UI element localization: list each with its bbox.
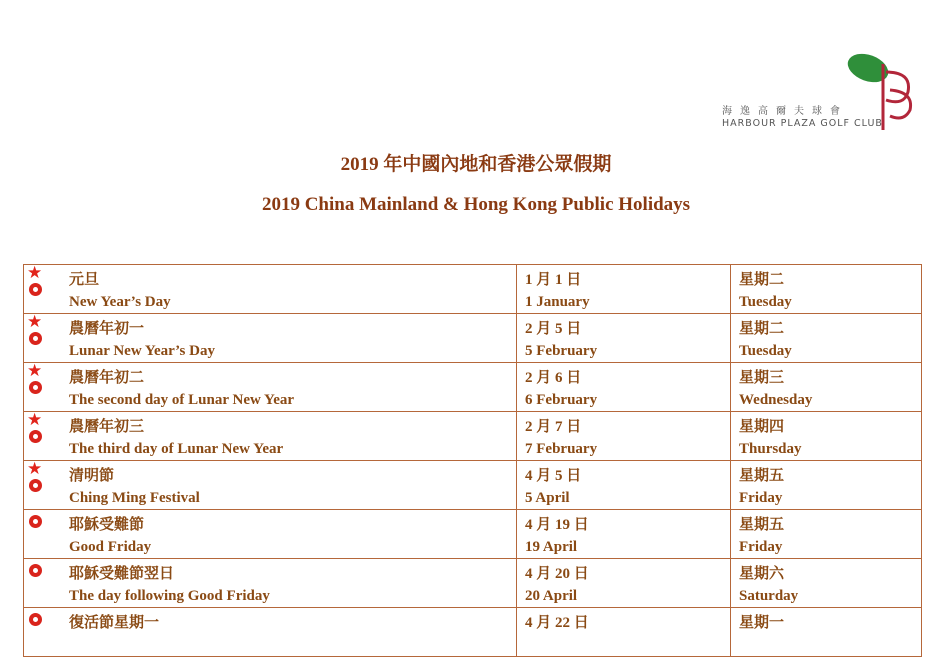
holiday-name-en: The second day of Lunar New Year [69, 392, 295, 408]
club-logo [722, 50, 922, 132]
holiday-markers [27, 511, 45, 528]
holiday-markers [27, 312, 45, 345]
holiday-weekday-cn: 星期一 [739, 615, 785, 631]
holiday-weekday-en: Wednesday [739, 392, 813, 408]
holiday-name-cn: 元旦 [69, 272, 100, 288]
holiday-weekday-cell [731, 461, 922, 510]
holiday-name-en: New Year’s Day [69, 294, 171, 310]
holiday-name-cell [24, 412, 517, 461]
holiday-name-cn: 清明節 [69, 468, 115, 484]
mainland-holiday-star-icon: ★ [27, 459, 43, 479]
holiday-weekday-cell [731, 608, 922, 657]
holiday-name-en: Lunar New Year’s Day [69, 343, 215, 359]
holiday-date-cell [517, 510, 731, 559]
holiday-name-en: Good Friday [69, 539, 152, 555]
holiday-name-cn: 復活節星期一 [69, 615, 160, 631]
holiday-name-en: The day following Good Friday [69, 588, 270, 604]
holiday-weekday-en: Tuesday [739, 294, 792, 310]
holiday-date-cell [517, 265, 731, 314]
table-row [24, 314, 922, 363]
holiday-weekday-cell [731, 412, 922, 461]
holiday-name-cn: 耶穌受難節翌日 [69, 566, 175, 582]
holiday-date-cn: 2 月 5 日 [525, 321, 582, 337]
holiday-date-en: 19 April [525, 539, 578, 555]
holiday-markers [27, 560, 45, 577]
holiday-date-cell [517, 461, 731, 510]
hk-holiday-bauhinia-icon [29, 515, 42, 528]
holiday-markers [27, 263, 45, 296]
holiday-markers [27, 361, 45, 394]
holiday-weekday-cn: 星期四 [739, 419, 785, 435]
holiday-date-cn: 1 月 1 日 [525, 272, 582, 288]
holiday-weekday-cn: 星期三 [739, 370, 785, 386]
holiday-weekday-en [731, 632, 921, 637]
holiday-name-en: Ching Ming Festival [69, 490, 200, 506]
holiday-date-cn: 2 月 6 日 [525, 370, 582, 386]
holiday-markers [27, 609, 45, 626]
holiday-name-cell [24, 363, 517, 412]
holiday-weekday-cell [731, 510, 922, 559]
holiday-weekday-cn: 星期五 [739, 517, 785, 533]
logo-english-name: HARBOUR PLAZA GOLF CLUB [722, 118, 883, 129]
holiday-date-cn: 4 月 19 日 [525, 517, 589, 533]
holiday-weekday-cell [731, 363, 922, 412]
logo-chinese-name: 海逸高爾夫球會 [722, 106, 848, 117]
holiday-name-en: The third day of Lunar New Year [69, 441, 284, 457]
hk-holiday-bauhinia-icon [29, 564, 42, 577]
holiday-name-cn: 耶穌受難節 [69, 517, 145, 533]
table-row [24, 412, 922, 461]
holiday-date-en: 1 January [525, 294, 590, 310]
holiday-weekday-cn: 星期五 [739, 468, 785, 484]
holiday-date-cn: 4 月 22 日 [525, 615, 589, 631]
holiday-date-cn: 2 月 7 日 [525, 419, 582, 435]
holiday-weekday-cn: 星期六 [739, 566, 785, 582]
table-row [24, 461, 922, 510]
holiday-weekday-cell [731, 265, 922, 314]
holiday-date-cell [517, 608, 731, 657]
holiday-date-en: 7 February [525, 441, 598, 457]
hk-holiday-bauhinia-icon [29, 613, 42, 626]
holiday-date-en: 20 April [525, 588, 578, 604]
holiday-weekday-en: Saturday [739, 588, 799, 604]
holiday-date-cn: 4 月 5 日 [525, 468, 582, 484]
table-row [24, 510, 922, 559]
holiday-table [23, 264, 922, 657]
holiday-weekday-cell [731, 559, 922, 608]
holiday-weekday-cn: 星期二 [739, 321, 785, 337]
table-row [24, 363, 922, 412]
holiday-name-cell [24, 510, 517, 559]
holiday-name-en [24, 632, 516, 637]
hk-holiday-bauhinia-icon [29, 430, 42, 443]
mainland-holiday-star-icon: ★ [27, 263, 43, 283]
holiday-date-cn: 4 月 20 日 [525, 566, 589, 582]
holiday-name-cn: 農曆年初二 [69, 370, 145, 386]
holiday-weekday-en: Thursday [739, 441, 802, 457]
mainland-holiday-star-icon: ★ [27, 312, 43, 332]
table-row [24, 265, 922, 314]
holiday-markers [27, 410, 45, 443]
hk-holiday-bauhinia-icon [29, 381, 42, 394]
mainland-holiday-star-icon: ★ [27, 361, 43, 381]
holiday-name-cn: 農曆年初三 [69, 419, 145, 435]
holiday-weekday-en: Friday [739, 539, 783, 555]
holiday-name-cell [24, 314, 517, 363]
hk-holiday-bauhinia-icon [29, 332, 42, 345]
holiday-markers [27, 459, 45, 492]
hk-holiday-bauhinia-icon [29, 479, 42, 492]
holiday-date-en: 5 April [525, 490, 570, 506]
page-title-english: 2019 China Mainland & Hong Kong Public Holidays [261, 194, 691, 215]
holiday-weekday-en: Friday [739, 490, 783, 506]
holiday-name-cell [24, 265, 517, 314]
holiday-weekday-cell [731, 314, 922, 363]
mainland-holiday-star-icon: ★ [27, 410, 43, 430]
holiday-name-cell [24, 461, 517, 510]
holiday-weekday-cn: 星期二 [739, 272, 785, 288]
holiday-date-en: 5 February [525, 343, 598, 359]
holiday-name-cn: 農曆年初一 [69, 321, 145, 337]
holiday-date-cell [517, 412, 731, 461]
holiday-date-cell [517, 363, 731, 412]
table-row [24, 608, 922, 657]
holiday-date-en [517, 632, 730, 637]
holiday-date-cell [517, 314, 731, 363]
holiday-name-cell [24, 608, 517, 657]
holiday-date-en: 6 February [525, 392, 598, 408]
page-title-chinese: 2019 年中國內地和香港公眾假期 [340, 154, 612, 175]
holiday-name-cell [24, 559, 517, 608]
holiday-date-cell [517, 559, 731, 608]
holiday-weekday-en: Tuesday [739, 343, 792, 359]
table-row [24, 559, 922, 608]
hk-holiday-bauhinia-icon [29, 283, 42, 296]
